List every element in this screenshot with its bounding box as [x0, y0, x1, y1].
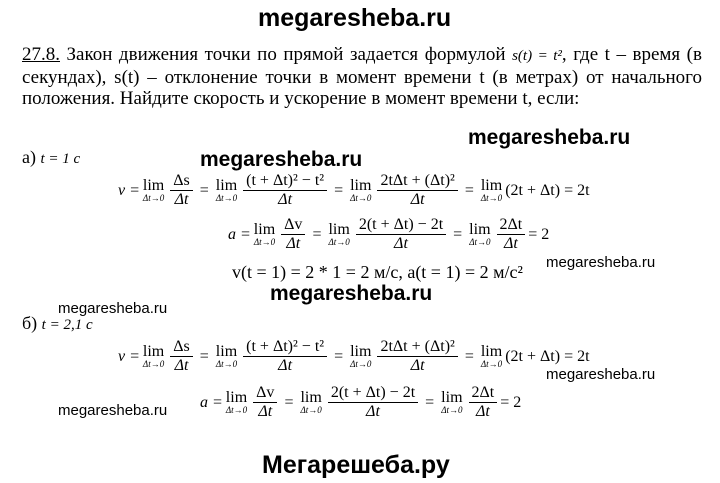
- lim: lim Δt→0: [480, 342, 503, 369]
- lim: lim Δt→0: [350, 342, 372, 369]
- lim: lim Δt→0: [142, 342, 165, 369]
- fraction: $\frac{\Delta v}{\Delta t}$: [253, 384, 277, 421]
- fraction: $\frac{\text{2tΔt + (Δt)²}}{\Delta t}$: [377, 338, 457, 375]
- v-tail: (2t + Δt) = 2t: [505, 181, 590, 199]
- a-tail: = 2: [528, 225, 550, 243]
- v-tail: (2t + Δt) = 2t: [505, 347, 590, 365]
- fraction: $\frac{\Delta s}{\Delta t}$: [170, 172, 193, 209]
- lim: lim Δt→0: [225, 388, 248, 415]
- watermark-mid-left: megaresheba.ru: [200, 148, 363, 171]
- part-a-condition: t = 1 с: [40, 151, 81, 167]
- part-a-label-row: [22, 147, 80, 168]
- watermark-left-small-1: megaresheba.ru: [58, 300, 168, 317]
- a-lhs: a =: [228, 225, 251, 243]
- watermark-center: megaresheba.ru: [270, 282, 433, 305]
- lim: lim Δt→0: [142, 176, 165, 203]
- v-lhs: v =: [118, 181, 140, 199]
- fraction: $\frac{\Delta s}{\Delta t}$: [170, 338, 193, 375]
- fraction: $\frac{\Delta v}{\Delta t}$: [281, 216, 305, 253]
- part-b-condition: t = 2,1 с: [41, 317, 93, 333]
- part-a-accel-eq: a = lim Δt→0 $\frac{\Delta v}{\Delta t}$ = lim Δt→0 $\frac{2(t + \Delta t) - 2t}{\Delta t}$ = lim Δt→0 $\frac{2\Delta t}{\Delta t}$ = 2: [228, 216, 550, 252]
- watermark-top: megaresheba.ru: [258, 4, 452, 32]
- v-lhs: v =: [118, 347, 140, 365]
- problem-text-1: Закон движения точки по прямой задается формулой: [60, 44, 513, 65]
- lim: lim Δt→0: [215, 176, 238, 203]
- part-b-label: б): [22, 313, 38, 333]
- fraction: $\frac{\text{2tΔt + (Δt)²}}{\Delta t}$: [377, 172, 457, 209]
- lim: lim Δt→0: [300, 388, 322, 415]
- lim: lim Δt→0: [350, 176, 372, 203]
- fraction: $\frac{2(t + \Delta t) - 2t}{\Delta t}$: [328, 384, 418, 421]
- fraction: $\frac{2\Delta t}{\Delta t}$: [497, 216, 526, 253]
- watermark-bottom: Мегарешеба.ру: [262, 451, 450, 479]
- part-b-label-row: [22, 313, 93, 334]
- a-tail: = 2: [500, 393, 522, 411]
- problem-statement: [22, 44, 702, 109]
- part-a-label: а): [22, 147, 36, 167]
- lim: lim Δt→0: [328, 220, 350, 247]
- problem-formula: s(t) = t²: [512, 48, 562, 64]
- lim: lim Δt→0: [441, 388, 463, 415]
- lim: lim Δt→0: [480, 176, 503, 203]
- a-lhs: a =: [200, 393, 223, 411]
- fraction: $\frac{2\Delta t}{\Delta t}$: [469, 384, 498, 421]
- part-a-values: v(t = 1) = 2 * 1 = 2 м/с, a(t = 1) = 2 м/с²: [232, 262, 523, 282]
- watermark-right-small-2: megaresheba.ru: [546, 366, 656, 383]
- part-b-accel-eq: a = lim Δt→0 $\frac{\Delta v}{\Delta t}$ = lim Δt→0 $\frac{2(t + \Delta t) - 2t}{\Delta t}$ = lim Δt→0 $\frac{2\Delta t}{\Delta t}$ = 2: [200, 384, 522, 420]
- part-a-velocity-eq: v = lim Δt→0 $\frac{\Delta s}{\Delta t}$ = lim Δt→0 $\frac{\text{(t + Δt)² − t²}}{\Delta t}$ = lim Δt→0 $\frac{\text{2tΔt + (Δt)²}}{\Delta t}$ = lim Δt→0 (2t + Δt) = 2t: [118, 172, 590, 208]
- watermark-mid-right: megaresheba.ru: [468, 126, 631, 149]
- problem-text-2: , где t – время (в секундах), s(t) – отклонение точки в момент времени t (в метрах) от начального положения. Найдите скорость и ускорение в момент времени t, если:: [22, 44, 702, 109]
- lim: lim Δt→0: [469, 220, 491, 247]
- part-b-velocity-eq: v = lim Δt→0 $\frac{\Delta s}{\Delta t}$ = lim Δt→0 $\frac{\text{(t + Δt)² − t²}}{\Delta t}$ = lim Δt→0 $\frac{\text{2tΔt + (Δt)²}}{\Delta t}$ = lim Δt→0 (2t + Δt) = 2t: [118, 338, 590, 374]
- watermark-right-small-1: megaresheba.ru: [546, 254, 656, 271]
- fraction: $\frac{\text{(t + Δt)² − t²}}{\Delta t}$: [243, 338, 327, 375]
- lim: lim Δt→0: [215, 342, 238, 369]
- fraction: $\frac{\text{(t + Δt)² − t²}}{\Delta t}$: [243, 172, 327, 209]
- fraction: $\frac{2(t + \Delta t) - 2t}{\Delta t}$: [356, 216, 446, 253]
- lim: lim Δt→0: [253, 220, 276, 247]
- watermark-left-small-2: megaresheba.ru: [58, 402, 168, 419]
- problem-number: 27.8.: [22, 44, 60, 65]
